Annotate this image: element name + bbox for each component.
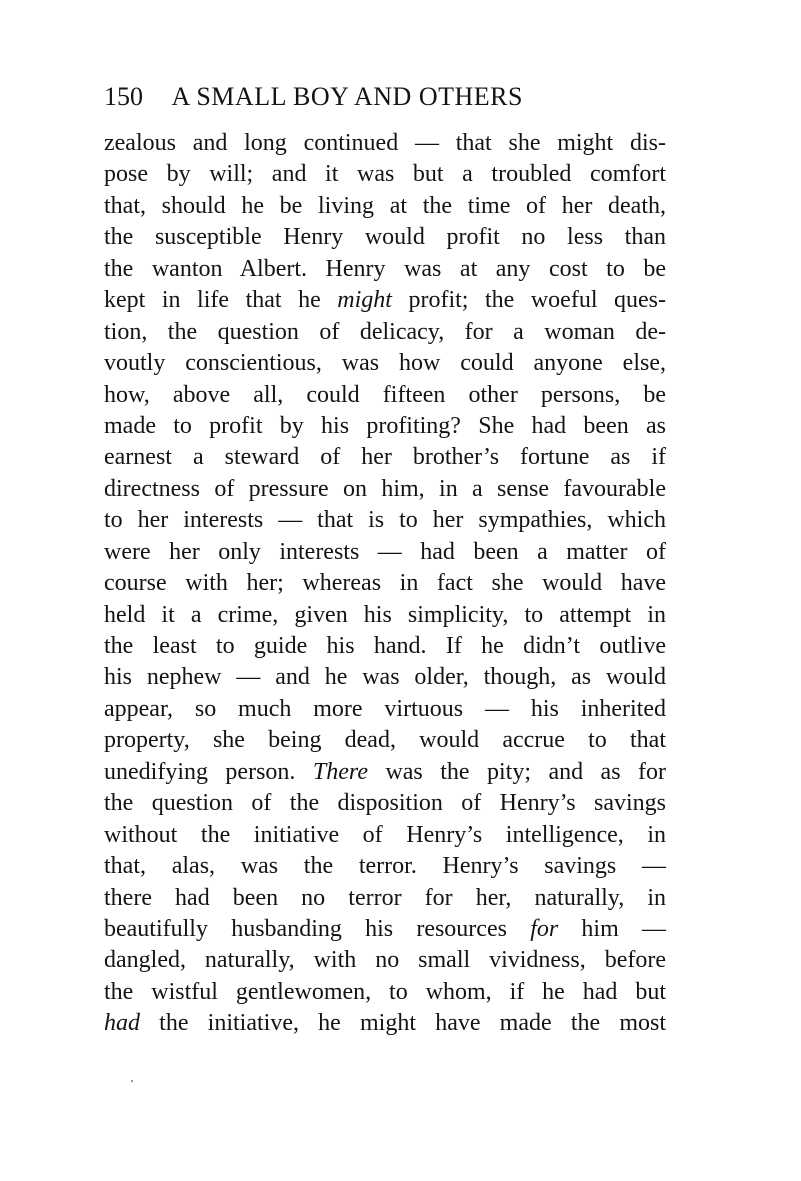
text-line-16: held it a crime, given his simplicity, to attempt in [104, 601, 666, 628]
text-line-9: how, above all, could fifteen other persons, be [104, 381, 666, 408]
text-line-26-after: him — [558, 915, 666, 942]
text-line-4: the susceptible Henry would profit no less than [104, 224, 666, 251]
text-line-21-before: unedifying person. [104, 758, 313, 785]
text-line-7: tion, the question of delicacy, for a woman de- [104, 318, 666, 345]
text-line-23: without the initiative of Henry’s intelligence, in [104, 821, 666, 848]
page-number: 150 [104, 82, 143, 111]
text-line-3: that, should he be living at the time of her death, [104, 192, 666, 219]
running-title: A SMALL BOY AND OTHERS [171, 82, 523, 111]
italic-for: for [530, 915, 559, 942]
text-line-27: dangled, naturally, with no small vividness, before [104, 947, 666, 974]
text-line-22: the question of the disposition of Henry’s savings [104, 790, 666, 817]
paper-speck [131, 1080, 133, 1082]
text-line-6-before: kept in life that he [104, 287, 338, 314]
text-line-8: voutly conscientious, was how could anyone else, [104, 350, 666, 377]
text-line-10: made to profit by his profiting? She had been as [104, 412, 666, 439]
text-line-5: the wanton Albert. Henry was at any cost to be [104, 255, 666, 282]
text-line-25: there had been no terror for her, naturally, in [104, 884, 666, 911]
text-line-26-before: beautifully husbanding his resources [104, 915, 531, 942]
italic-might: might [337, 287, 392, 314]
italic-there: There [312, 758, 368, 785]
text-line-26 [104, 914, 666, 945]
text-line-11: earnest a steward of her brother’s fortune as if [104, 444, 666, 471]
text-line-24: that, alas, was the terror. Henry’s savings — [104, 853, 666, 880]
text-line-6 [104, 285, 666, 316]
text-line-1: zealous and long continued — that she might dis- [104, 130, 666, 156]
text-line-20: property, she being dead, would accrue to that [104, 727, 666, 754]
text-line-2: pose by will; and it was but a troubled comfort [104, 161, 666, 188]
text-line-21-after: was the pity; and as for [367, 758, 666, 785]
italic-had: had [104, 1010, 140, 1037]
text-line-13: to her interests — that is to her sympathies, which [104, 507, 666, 534]
text-line-29 [104, 1008, 666, 1039]
text-line-29-after: the initiative, he might have made the most [140, 1010, 666, 1037]
text-line-12: directness of pressure on him, in a sense favourable [104, 475, 666, 502]
text-line-21 [104, 757, 666, 788]
text-line-14: were her only interests — had been a matter of [104, 538, 666, 565]
text-line-18: his nephew — and he was older, though, as would [104, 664, 666, 691]
text-line-17: the least to guide his hand. If he didn’t outlive [104, 633, 666, 659]
body-text [104, 128, 666, 1040]
page-header [104, 80, 674, 114]
text-line-19: appear, so much more virtuous — his inherited [104, 695, 666, 722]
text-line-6-after: profit; the woeful ques- [391, 287, 666, 314]
text-line-15: course with her; whereas in fact she would have [104, 570, 666, 597]
text-line-28: the wistful gentlewomen, to whom, if he had but [104, 978, 666, 1005]
